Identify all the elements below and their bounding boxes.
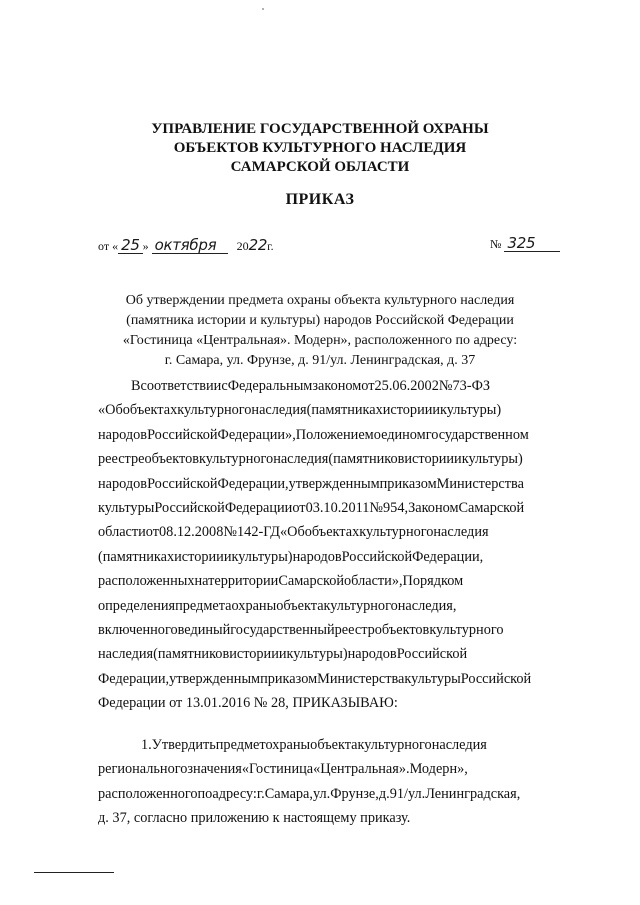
subject-line-1: Об утверждении предмета охраны объекта культурного наследия bbox=[125, 293, 515, 308]
item1-line-last: д. 37, согласно приложению к настоящему приказу. bbox=[98, 810, 411, 827]
number-sign: № bbox=[490, 237, 502, 251]
date-day: 25 bbox=[118, 238, 143, 254]
order-subject bbox=[100, 291, 540, 371]
footnote-rule bbox=[34, 872, 114, 873]
date-year-end: г. bbox=[267, 239, 274, 253]
item1-line: 1.Утвердитьпредметохраныобъектакультурногонаследия bbox=[141, 737, 487, 753]
preamble-line: народовРоссийскойФедерации,утвержденнымприказомМинистерства bbox=[98, 475, 524, 492]
preamble-line-last: Федерации от 13.01.2016 № 28, ПРИКАЗЫВАЮ: bbox=[98, 695, 398, 712]
number-value: 325 bbox=[504, 236, 560, 252]
document-type-title: ПРИКАЗ bbox=[285, 191, 355, 208]
item1-line: региональногозначения«Гостиница«Центральная».Модерн», bbox=[98, 761, 468, 778]
subject-line-2: (памятника истории и культуры) народов Российской Федерации bbox=[126, 313, 514, 328]
preamble-line: культурыРоссийскойФедерацииот03.10.2011№954,ЗакономСамарской bbox=[98, 499, 525, 516]
date-year-suffix: 22 bbox=[248, 236, 268, 254]
preamble-line: включенноговединыйгосударственныйреестробъектовкультурного bbox=[98, 621, 504, 638]
preamble-line: областиот08.12.2008№142-ГД«Обобъектахкультурногонаследия bbox=[98, 524, 489, 541]
issuer-line-1: УПРАВЛЕНИЕ ГОСУДАРСТВЕННОЙ ОХРАНЫ bbox=[151, 121, 489, 137]
preamble-line: определенияпредметаохраныобъектакультурногонаследия, bbox=[98, 597, 457, 614]
date-prefix: от « bbox=[98, 239, 119, 253]
preamble-line: «Обобъектахкультурногонаследия(памятникахисторииикультуры) bbox=[98, 402, 502, 419]
preamble-paragraph bbox=[98, 374, 542, 715]
preamble-line: реестреобъектовкультурногонаследия(памятниковисторииикультуры) bbox=[98, 451, 523, 468]
preamble-line: наследия(памятниковисторииикультуры)народовРоссийской bbox=[98, 646, 468, 663]
preamble-line: расположенныхнатерриторииСамарскойобласти»,Порядком bbox=[98, 573, 464, 590]
preamble-line: Федерации,утвержденнымприказомМинистерствакультурыРоссийской bbox=[98, 670, 532, 687]
issuer-header bbox=[0, 120, 640, 177]
order-date bbox=[98, 236, 274, 254]
order-number bbox=[490, 236, 560, 252]
scan-speck bbox=[262, 8, 264, 10]
preamble-line: ВсоответствиисФедеральнымзакономот25.06.2002№73-ФЗ bbox=[131, 378, 491, 394]
order-item-1 bbox=[98, 733, 542, 831]
issuer-line-2: ОБЪЕКТОВ КУЛЬТУРНОГО НАСЛЕДИЯ bbox=[173, 140, 467, 156]
date-year-prefix: 20 bbox=[236, 239, 249, 253]
date-mid: » bbox=[142, 239, 152, 253]
preamble-line: (памятникахисторииикультуры)народовРоссийскойФедерации, bbox=[98, 548, 484, 565]
subject-line-3: «Гостиница «Центральная». Модерн», расположенного по адресу: bbox=[122, 333, 518, 348]
item1-line: расположенногопоадресу:г.Самара,ул.Фрунзе,д.91/ул.Ленинградская, bbox=[98, 785, 521, 802]
issuer-line-3: САМАРСКОЙ ОБЛАСТИ bbox=[230, 159, 410, 175]
preamble-line: народовРоссийскойФедерации»,Положениемоединомгосударственном bbox=[98, 426, 529, 443]
date-month: октября bbox=[152, 238, 228, 254]
subject-line-4: г. Самара, ул. Фрунзе, д. 91/ул. Ленинградская, д. 37 bbox=[164, 353, 476, 368]
